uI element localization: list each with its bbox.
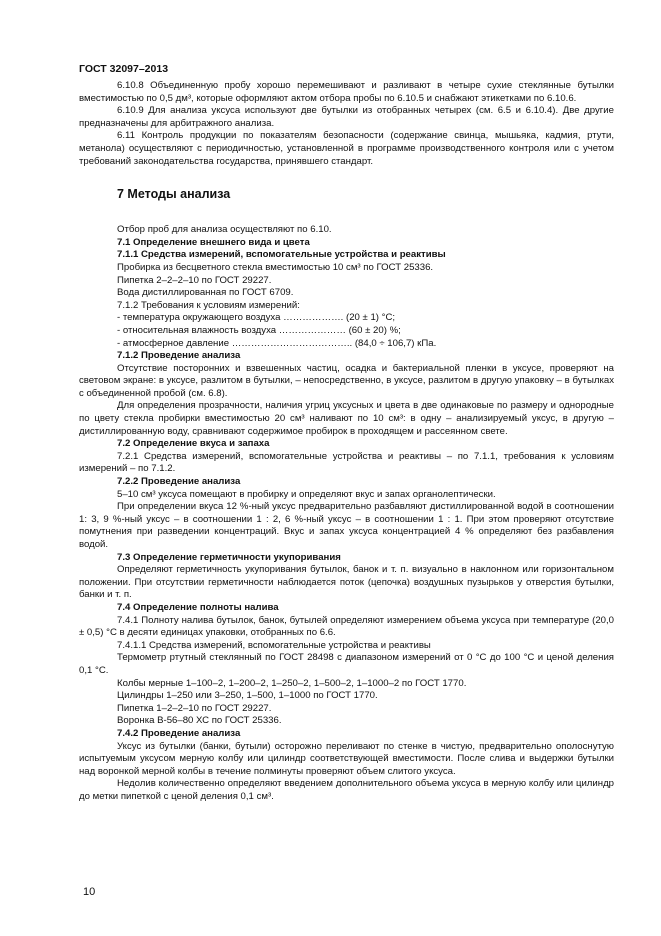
- paragraph: 7.4.1 Полноту налива бутылок, банок, бутылей определяют измерением объема уксуса при температуре (20,0 ± 0,5) °С в десяти единицах упаковки, отобранных по 6.6.: [79, 614, 614, 639]
- paragraph: 5–10 см³ уксуса помещают в пробирку и определяют вкус и запах органолептически.: [117, 488, 496, 500]
- paragraph: Пробирка из бесцветного стекла вместимостью 10 см³ по ГОСТ 25336.: [117, 261, 434, 273]
- paragraph: Отсутствие посторонних и взвешенных частиц, осадка и бактериальной пленки в уксусе, проверяют на световом экране: в уксусе, разлитом в бутылки, – непосредственно, в уксусе, разлитом в другую упаковку – в бутылках с объединенной пробой (см. 6.8).: [79, 362, 614, 399]
- paragraph: 7.3 Определение герметичности укупоривания: [117, 551, 341, 563]
- paragraph: Цилиндры 1–250 или 3–250, 1–500, 1–1000 по ГОСТ 1770.: [117, 690, 378, 702]
- paragraph: Колбы мерные 1–100–2, 1–200–2, 1–250–2, 1–500–2, 1–1000–2 по ГОСТ 1770.: [117, 677, 467, 689]
- section-heading: 7 Методы анализа: [117, 187, 231, 202]
- document-header: ГОСТ 32097–2013: [79, 63, 169, 75]
- paragraph: 7.2 Определение вкуса и запаха: [117, 438, 270, 450]
- paragraph: 7.4.1.1 Средства измерений, вспомогательные устройства и реактивы: [117, 639, 431, 651]
- paragraph: Определяют герметичность укупоривания бутылок, банок и т. п. визуально в наклонном или горизонтальном положении. При отсутствии герметичности наблюдается поток (цепочка) воздушных пузырьков у отверстия бутылки, банки и т. п.: [79, 564, 614, 601]
- paragraph: - относительная влажность воздуха ………………… (60 ± 20) %;: [117, 324, 401, 336]
- paragraph: 6.10.9 Для анализа уксуса используют две бутылки из отобранных четырех (см. 6.5 и 6.10.4). Две другие предназначены для арбитражного анализа.: [79, 105, 614, 129]
- paragraph: 7.4.2 Проведение анализа: [117, 727, 241, 739]
- paragraph: Вода дистиллированная по ГОСТ 6709.: [117, 287, 294, 299]
- paragraph: Термометр ртутный стеклянный по ГОСТ 28498 с диапазоном измерений от 0 °С до 100 °С и ценой деления 0,1 °С.: [79, 652, 614, 676]
- paragraph: 7.1 Определение внешнего вида и цвета: [117, 236, 310, 248]
- paragraph: Пипетка 2–2–2–10 по ГОСТ 29227.: [117, 274, 272, 286]
- paragraph: 7.1.2 Проведение анализа: [117, 350, 241, 362]
- paragraph: При определении вкуса 12 %-ный уксус предварительно разбавляют дистиллированной водой в соотношении 1: 3, 9 %-ный уксус – в соотношении 1 : 2, 6 %-ный уксус – в соотношении 1 : 1. При этом проверяют отсутствие помутнения при разведении концентраций. Вкус и запах уксуса концентрацией 4 % определяют без разбавления водой.: [79, 501, 614, 550]
- document-body: [79, 80, 614, 803]
- paragraph: 7.1.2 Требования к условиям измерений:: [117, 299, 300, 311]
- paragraph: Уксус из бутылки (банки, бутыли) осторожно переливают по стенке в чистую, предварительно ополоснутую испытуемым уксусом мерную колбу или цилиндр соответствующей вместимости. После слива и выдержки бутылки над воронкой мерной колбы в течение полминуты проверяют объем слитого уксуса.: [79, 740, 614, 777]
- paragraph: 7.1.1 Средства измерений, вспомогательные устройства и реактивы: [117, 249, 446, 261]
- paragraph: 6.10.8 Объединенную пробу хорошо перемешивают и разливают в четыре сухие стеклянные бутылки вместимостью по 0,5 дм³, которые оформляют актом отбора пробы по 6.10.5 и снабжают этикетками по 6.10.6.: [79, 80, 614, 104]
- paragraph: - атмосферное давление ……………………………….. (84,0 ÷ 106,7) кПа.: [117, 337, 437, 349]
- paragraph: 7.2.2 Проведение анализа: [117, 476, 241, 488]
- paragraph: 7.4 Определение полноты налива: [117, 601, 279, 613]
- paragraph: 7.2.1 Средства измерений, вспомогательные устройства и реактивы – по 7.1.1, требования к условиям измерений – по 7.1.2.: [79, 450, 614, 475]
- paragraph: Для определения прозрачности, наличия угриц уксусных и цвета в две одинаковые по размеру и однородные по цвету стекла пробирки вместимостью 20 см³ наливают по 10 см³: в одну – анализируемый уксус, в другую – дистиллированную воду, сравнивают содержимое пробирок в проходящем и рассеянном свете.: [79, 400, 614, 437]
- paragraph: Недолив количественно определяют введением дополнительного объема уксуса в мерную колбу или цилиндр до метки пипеткой с ценой деления 0,1 см³.: [79, 778, 614, 802]
- paragraph: Воронка В-56–80 ХС по ГОСТ 25336.: [117, 715, 282, 727]
- paragraph: Пипетка 1–2–2–10 по ГОСТ 29227.: [117, 702, 272, 714]
- paragraph: Отбор проб для анализа осуществляют по 6.10.: [117, 224, 332, 236]
- page-number: 10: [83, 886, 96, 898]
- paragraph: - температура окружающего воздуха ………………. (20 ± 1) °С;: [117, 312, 396, 324]
- paragraph: 6.11 Контроль продукции по показателям безопасности (содержание свинца, мышьяка, кадмия, ртути, метанола) осуществляют с периодичностью, установленной в программе производственного контроля или с учетом требований законодательства государства, принявшего стандарт.: [79, 130, 614, 167]
